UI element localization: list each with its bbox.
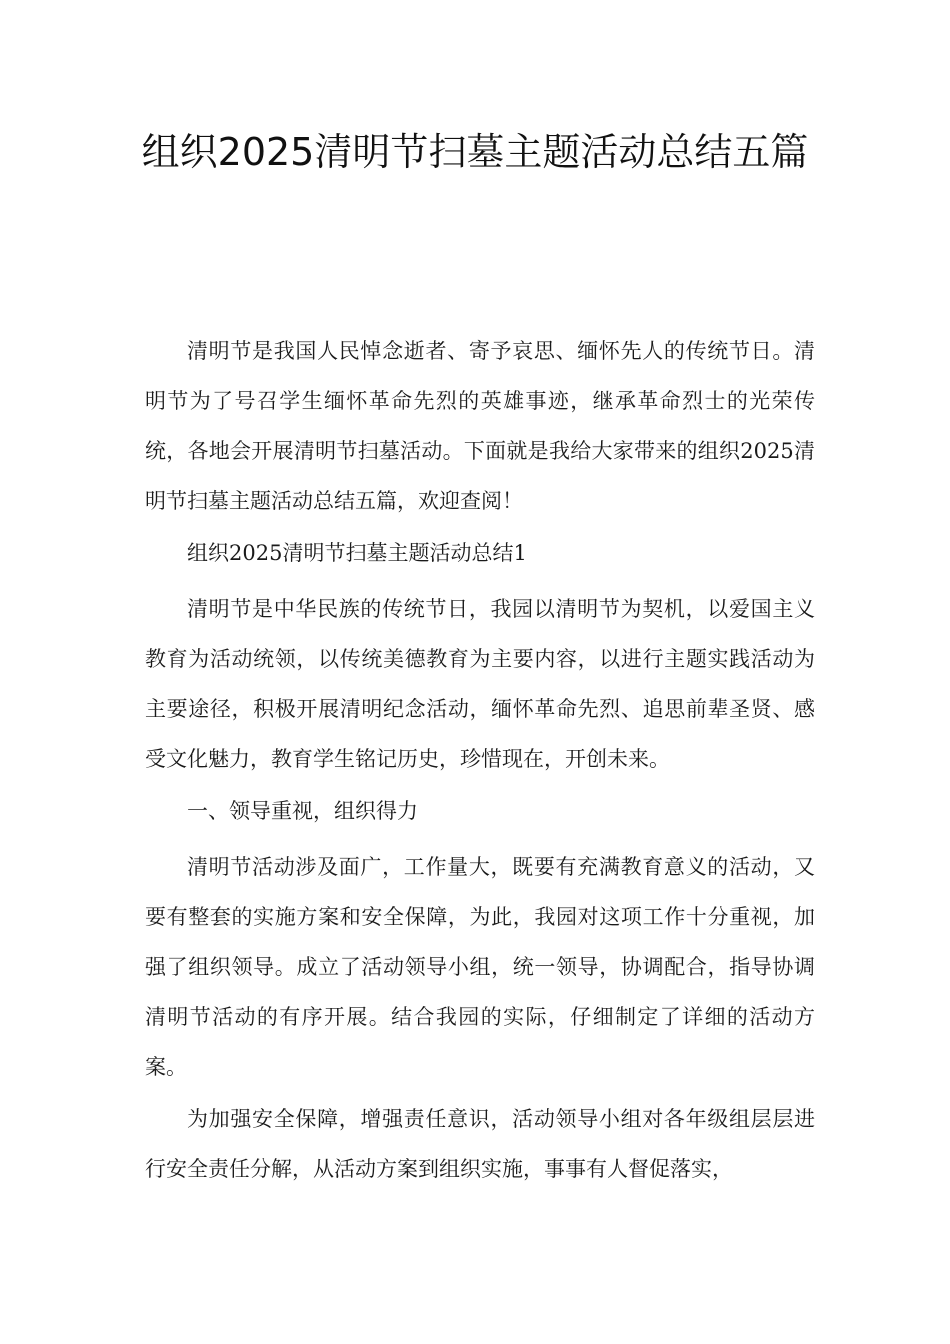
subsection-heading: 一、领导重视，组织得力 xyxy=(187,799,418,823)
document-title: 组织2025清明节扫墓主题活动总结五篇 xyxy=(141,130,809,174)
section-heading: 组织2025清明节扫墓主题活动总结1 xyxy=(187,541,527,565)
body-paragraph: 为加强安全保障，增强责任意识，活动领导小组对各年级组层层进行安全责任分解，从活动方案到组织实施，事事有人督促落实， xyxy=(145,1107,815,1181)
document-body xyxy=(145,326,815,1196)
body-paragraph: 清明节活动涉及面广，工作量大，既要有充满教育意义的活动，又要有整套的实施方案和安全保障，为此，我园对这项工作十分重视，加强了组织领导。成立了活动领导小组，统一领导，协调配合，指导协调清明节活动的有序开展。结合我园的实际，仔细制定了详细的活动方案。 xyxy=(145,855,815,1079)
intro-paragraph: 清明节是我国人民悼念逝者、寄予哀思、缅怀先人的传统节日。清明节为了号召学生缅怀革命先烈的英雄事迹，继承革命烈士的光荣传统，各地会开展清明节扫墓活动。下面就是我给大家带来的组织2025清明节扫墓主题活动总结五篇，欢迎查阅！ xyxy=(145,339,815,513)
body-paragraph: 清明节是中华民族的传统节日，我园以清明节为契机，以爱国主义教育为活动统领，以传统美德教育为主要内容，以进行主题实践活动为主要途径，积极开展清明纪念活动，缅怀革命先烈、追思前辈圣贤、感受文化魅力，教育学生铭记历史，珍惜现在，开创未来。 xyxy=(145,597,815,771)
